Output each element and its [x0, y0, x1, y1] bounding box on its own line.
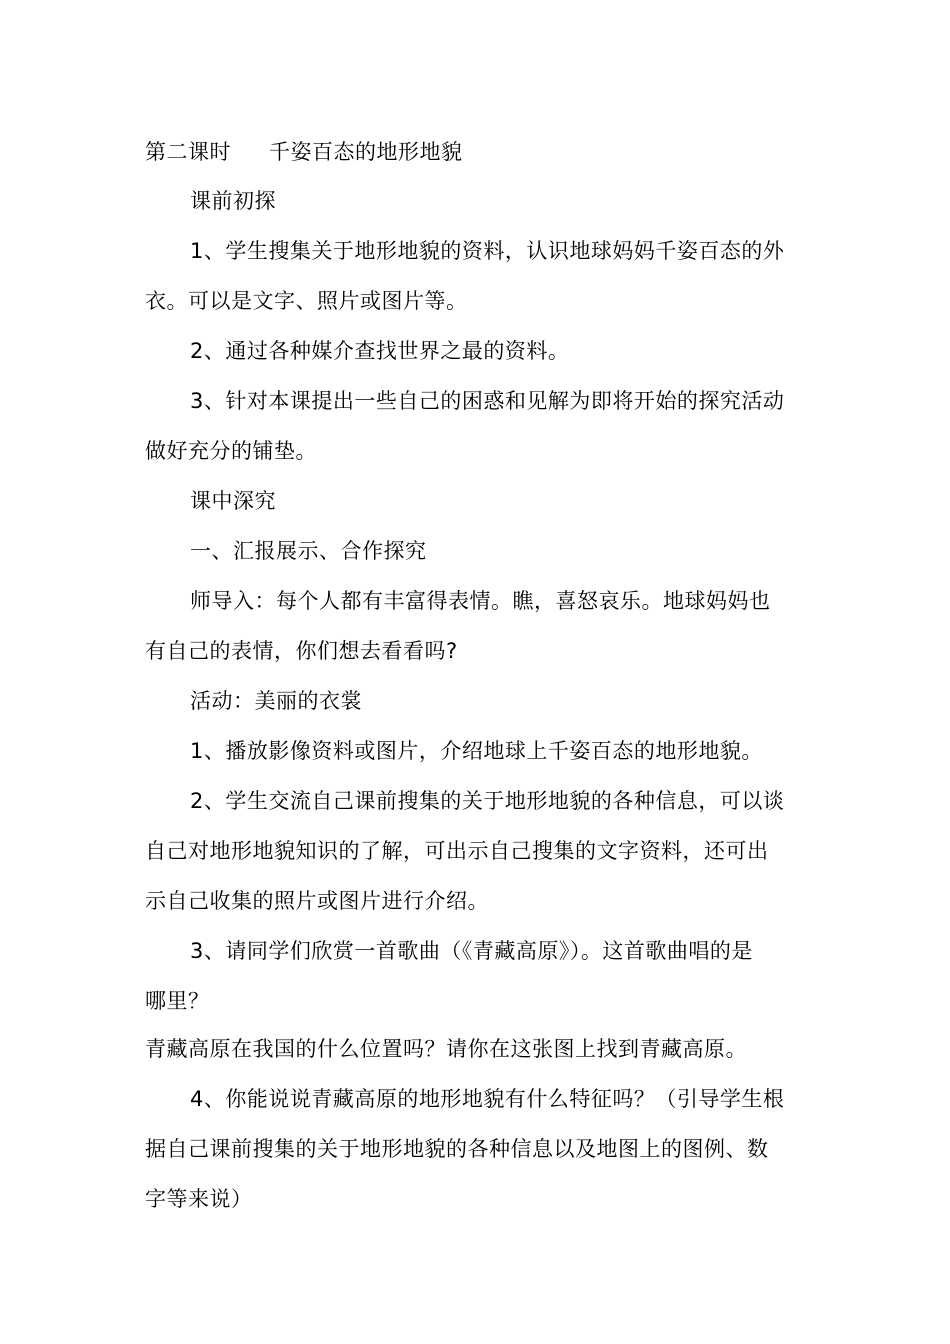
pre-item-1-line-1: 1、学生搜集关于地形地貌的资料，认识地球妈妈千姿百态的外 [190, 239, 785, 263]
activity-item-2-line-3: 示自己收集的照片或图片进行介绍。 [145, 889, 489, 913]
subsection-heading: 一、汇报展示、合作探究 [190, 539, 427, 563]
intro-line-1: 师导入：每个人都有丰富得表情。瞧，喜怒哀乐。地球妈妈也 [190, 589, 771, 613]
pre-item-3-line-2: 做好充分的铺垫。 [145, 439, 317, 463]
activity-item-3-line-2: 哪里？ [145, 989, 210, 1013]
activity-item-3-line-3: 青藏高原在我国的什么位置吗？请你在这张图上找到青藏高原。 [145, 1037, 747, 1061]
activity-item-3-line-1: 3、请同学们欣赏一首歌曲（《青藏高原》）。这首歌曲唱的是 [190, 939, 753, 963]
section-heading-in-class: 课中深究 [190, 489, 276, 513]
activity-item-4-line-3: 字等来说） [145, 1187, 253, 1211]
activity-item-4-line-2: 据自己课前搜集的关于地形地貌的各种信息以及地图上的图例、数 [145, 1137, 769, 1161]
lesson-title [145, 137, 815, 167]
section-heading-pre: 课前初探 [190, 189, 276, 213]
activity-heading: 活动：美丽的衣裳 [190, 689, 362, 713]
lesson-number: 第二课时 [145, 140, 231, 164]
activity-item-2-line-2: 自己对地形地貌知识的了解，可出示自己搜集的文字资料，还可出 [145, 839, 769, 863]
pre-item-3-line-1: 3、针对本课提出一些自己的困惑和见解为即将开始的探究活动 [190, 389, 785, 413]
activity-item-1-line-1: 1、播放影像资料或图片，介绍地球上千姿百态的地形地貌。 [190, 739, 763, 763]
activity-item-4-line-1: 4、你能说说青藏高原的地形地貌有什么特征吗？（引导学生根 [190, 1087, 785, 1111]
activity-item-2-line-1: 2、学生交流自己课前搜集的关于地形地貌的各种信息，可以谈 [190, 789, 785, 813]
pre-item-2-line-1: 2、通过各种媒介查找世界之最的资料。 [190, 339, 570, 363]
pre-item-1-line-2: 衣。可以是文字、照片或图片等。 [145, 289, 468, 313]
lesson-topic: 千姿百态的地形地貌 [269, 140, 463, 164]
intro-line-2: 有自己的表情，你们想去看看吗? [145, 639, 458, 663]
